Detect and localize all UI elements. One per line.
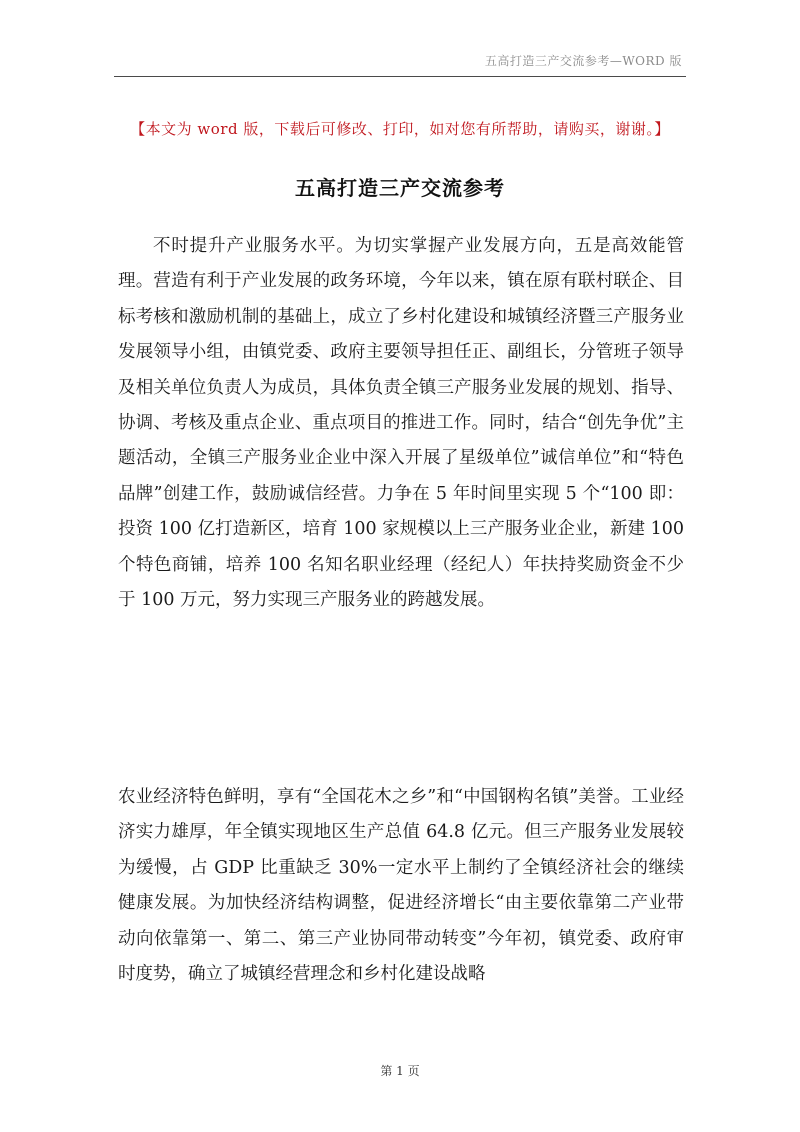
header-divider [114,76,686,77]
running-header: 五高打造三产交流参考—WORD 版 [484,54,682,68]
body-paragraph-1: 不时提升产业服务水平。为切实掌握产业发展方向，五是高效能管理。营造有利于产业发展的政务环境，今年以来，镇在原有联村联企、目标考核和激励机制的基础上，成立了乡村化建设和城镇经济暨三产服务业发展领导小组，由镇党委、政府主要领导担任正、副组长，分管班子领导及相关单位负责人为成员，具体负责全镇三产服务业发展的规划、指导、协调、考核及重点企业、重点项目的推进工作。同时，结合“创先争优”主题活动，全镇三产服务业企业中深入开展了星级单位”诚信单位”和“特色品牌”创建工作，鼓励诚信经营。力争在 5 年时间里实现 5 个“100 即：投资 100 亿打造新区，培育 100 家规模以上三产服务业企业，新建 100 个特色商铺，培养 100 名知名职业经理（经纪人）年扶持奖励资金不少于 100 万元，努力实现三产服务业的跨越发展。 [118,236,684,611]
body-paragraph-2: 农业经济特色鲜明，享有“全国花木之乡”和“中国钢构名镇”美誉。工业经济实力雄厚，年全镇实现地区生产总值 64.8 亿元。但三产服务业发展较为缓慢，占 GDP 比重缺乏 30%一定水平上制约了全镇经济社会的继续健康发展。为加快经济结构调整，促进经济增长“由主要依靠第二产业带动向依靠第一、第二、第三产业协同带动转变”今年初，镇党委、政府审时度势，确立了城镇经营理念和乡村化建设战略 [118,787,684,985]
purchase-notice: 【本文为 word 版，下载后可修改、打印，如对您有所帮助，请购买，谢谢。】 [130,120,670,138]
document-title: 五高打造三产交流参考 [295,176,505,200]
page-number: 第 1 页 [380,1064,420,1078]
